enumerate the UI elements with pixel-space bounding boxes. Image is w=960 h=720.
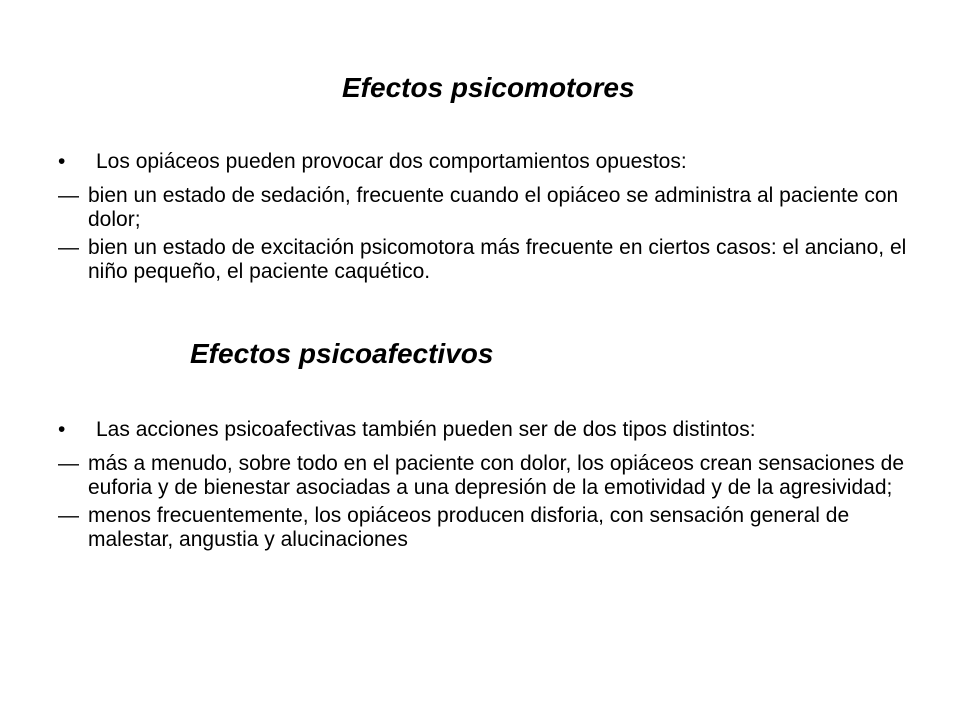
section-1-item-text: bien un estado de sedación, frecuente cuando el opiáceo se administra al paciente con dolor;: [88, 184, 899, 231]
section-2-bullet: [58, 418, 918, 442]
section-1-item: [58, 236, 918, 284]
section-2-title: Efectos psicoafectivos: [190, 338, 494, 369]
dash-icon: —: [58, 452, 79, 475]
section-1-body: [58, 150, 918, 288]
dash-icon: —: [58, 504, 79, 527]
section-2-item-text: menos frecuentemente, los opiáceos producen disforia, con sensación general de malestar, angustia y alucinaciones: [88, 504, 850, 551]
section-2-bullet-text: Las acciones psicoafectivas también pueden ser de dos tipos distintos:: [96, 418, 756, 441]
section-2-item: [58, 504, 918, 552]
section-1-item: [58, 184, 918, 232]
section-2-item-text: más a menudo, sobre todo en el paciente con dolor, los opiáceos crean sensaciones de euforia y de bienestar asociadas a una depresión de la emotividad y de la agresividad;: [88, 452, 905, 499]
dash-icon: —: [58, 184, 79, 207]
bullet-icon: •: [58, 150, 66, 173]
section-1-title: Efectos psicomotores: [342, 72, 635, 103]
section-1-bullet: [58, 150, 918, 174]
section-1-item-text: bien un estado de excitación psicomotora más frecuente en ciertos casos: el anciano, el niño pequeño, el paciente caquético.: [88, 236, 907, 283]
dash-icon: —: [58, 236, 79, 259]
section-2-item: [58, 452, 918, 500]
section-1-bullet-text: Los opiáceos pueden provocar dos comportamientos opuestos:: [96, 150, 687, 173]
section-2-body: [58, 418, 918, 556]
bullet-icon: •: [58, 418, 66, 441]
